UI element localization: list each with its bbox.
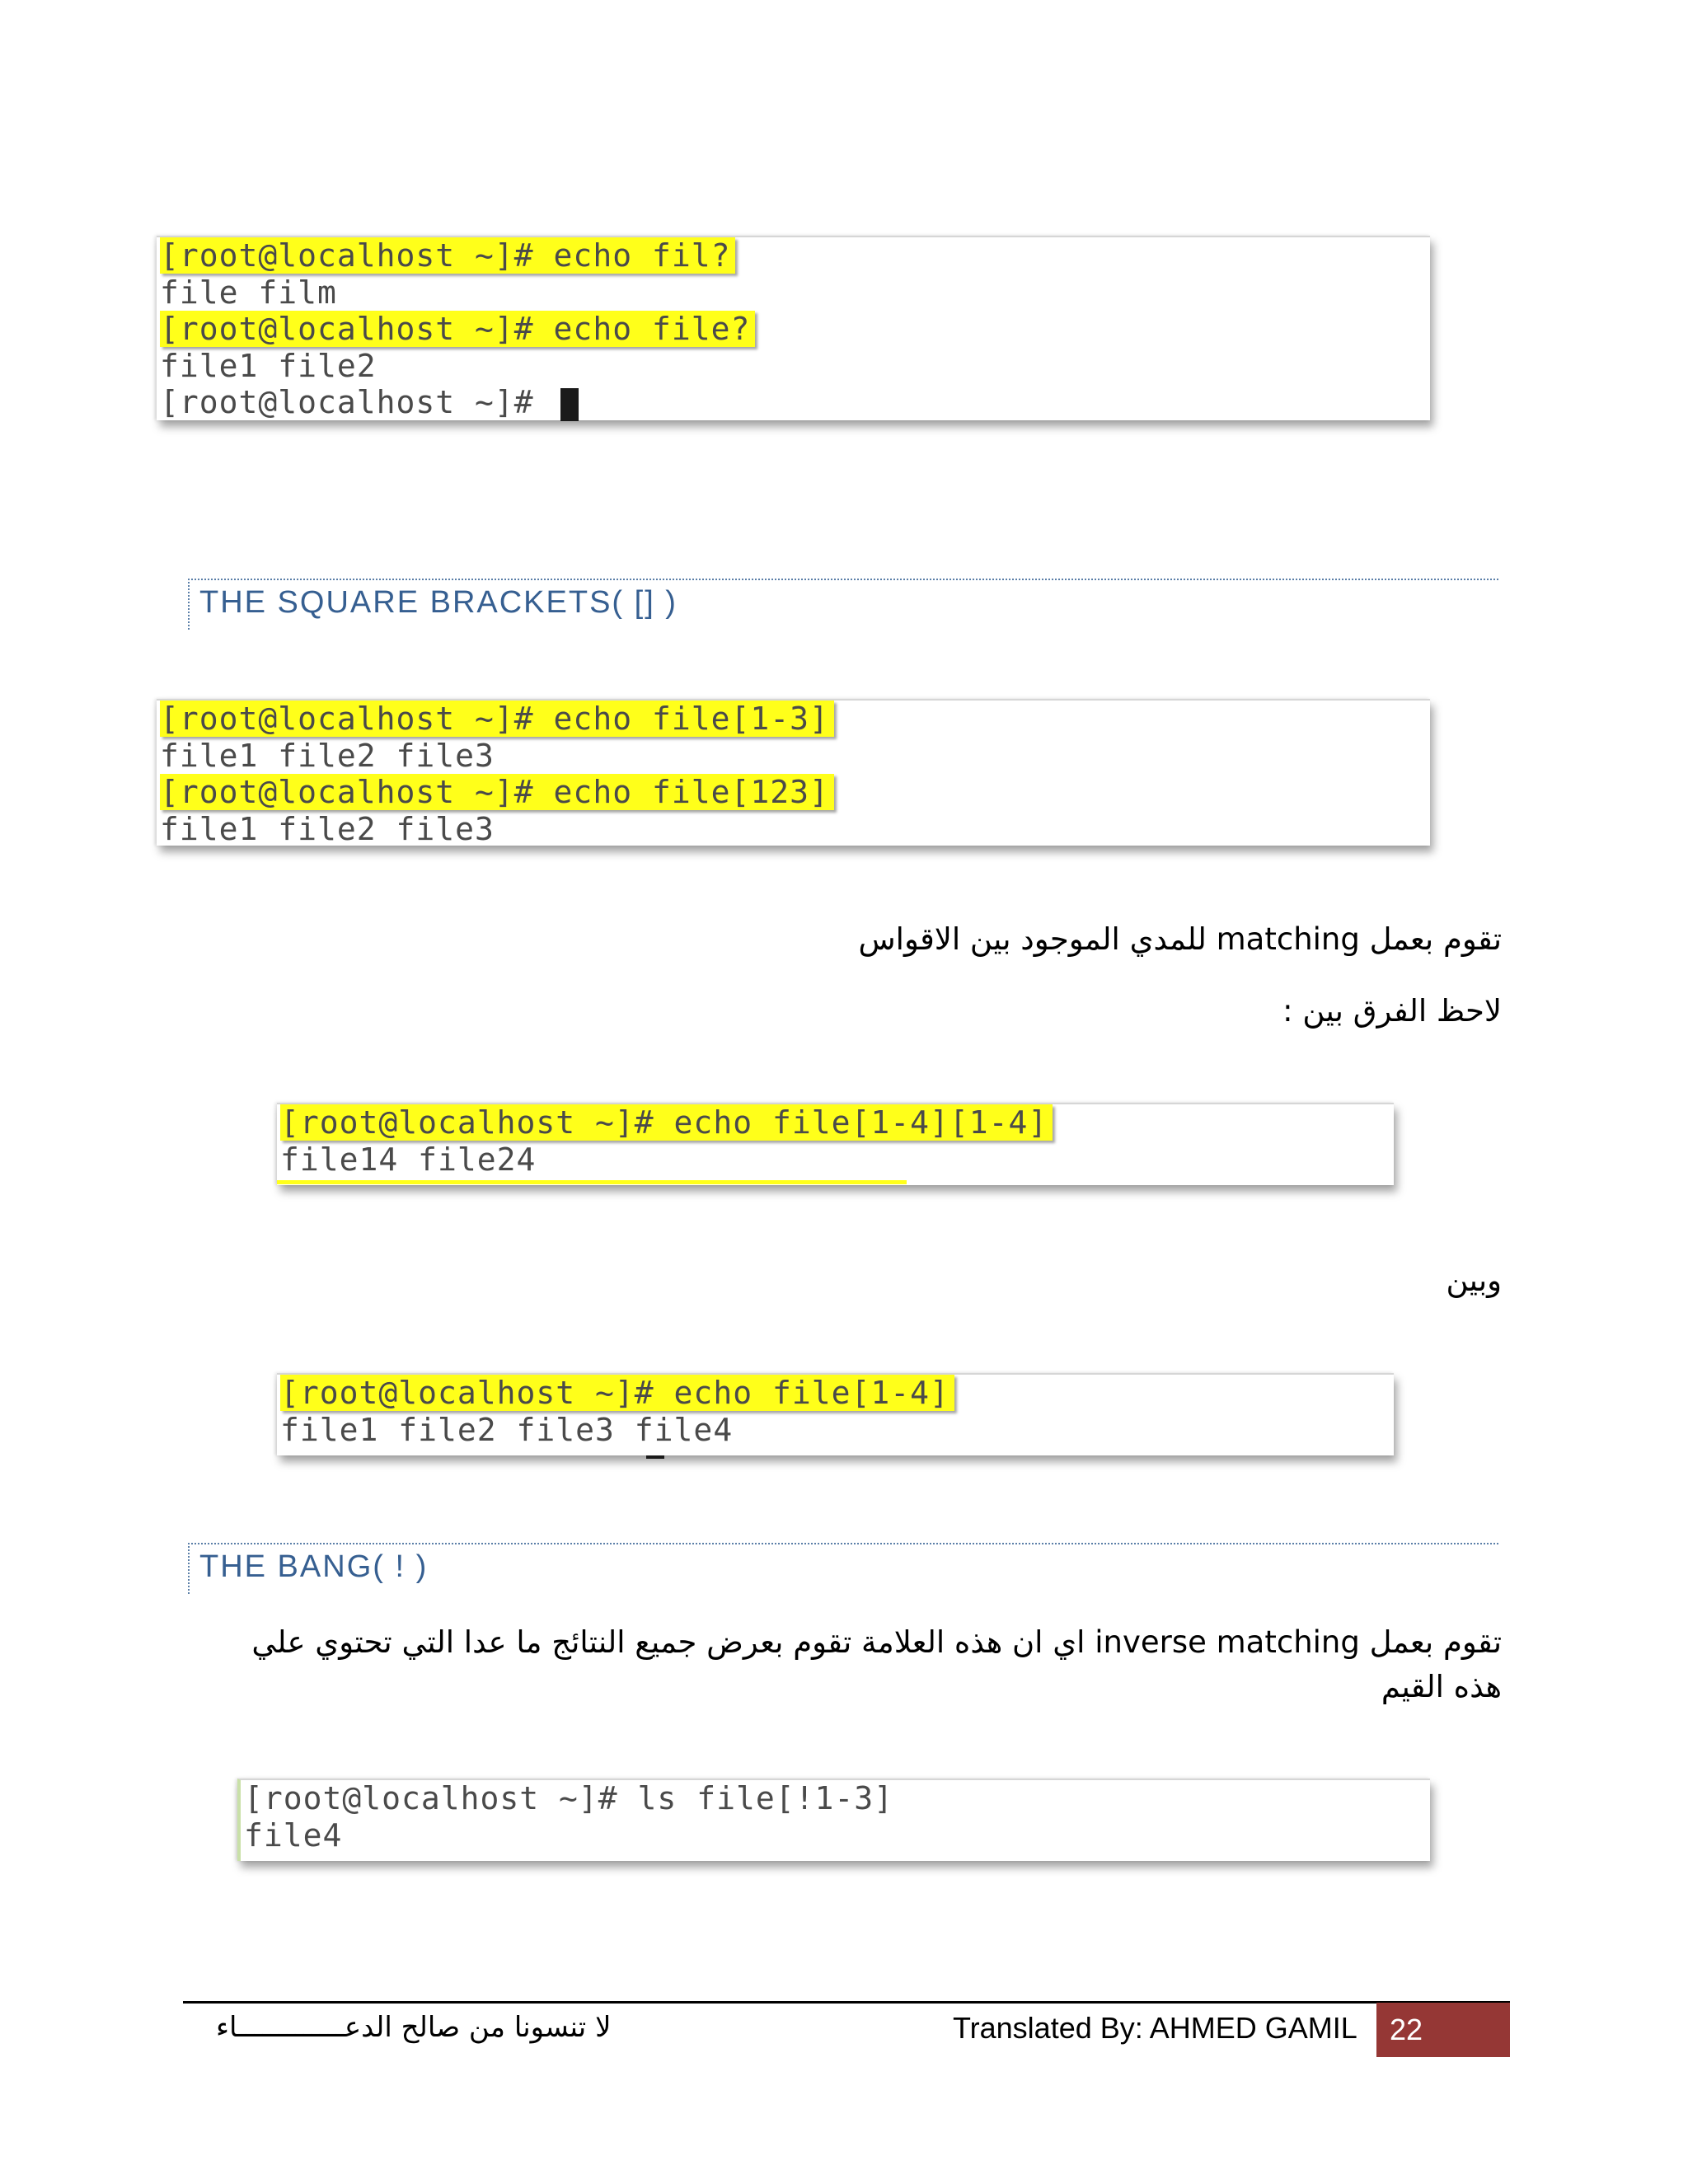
- footer-dua: لا تنسونا من صالح الدعـــــــــــــاء: [216, 2011, 612, 2044]
- terminal-line: file1 file2: [160, 347, 377, 384]
- terminal-line: [root@localhost ~]#: [160, 384, 1430, 421]
- text-cursor-underline: [646, 1455, 664, 1459]
- command-highlight: [root@localhost ~]# echo file[123]: [160, 774, 834, 810]
- terminal-line: [root@localhost ~]# ls file[!1-3]: [244, 1780, 893, 1816]
- terminal-line: file14 file24: [280, 1141, 537, 1178]
- page-number: 22: [1390, 2013, 1423, 2046]
- terminal-line: file1 file2 file3 file4: [280, 1411, 734, 1448]
- terminal-screenshot-4: [277, 1373, 1394, 1455]
- terminal-line: file4: [244, 1816, 343, 1854]
- section-heading-square-brackets: THE SQUARE BRACKETS( [] ): [188, 579, 1498, 630]
- terminal-line: [280, 1375, 1394, 1412]
- cursor-block: [560, 388, 579, 421]
- terminal-line: [160, 774, 1430, 811]
- paragraph-range-matching: تقوم بعمل matching للمدي الموجود بين الاقواس: [858, 921, 1502, 957]
- terminal-screenshot-5: [237, 1779, 1430, 1861]
- paragraph-inverse-matching: تقوم بعمل inverse matching اي ان هذه العلامة تقوم بعرض جميع النتائج ما عدا التي تحتوي علي هذه القيم: [251, 1624, 1502, 1704]
- terminal-screenshot-3: [277, 1103, 1394, 1185]
- terminal-line: file film: [160, 274, 337, 311]
- terminal-screenshot-2: [157, 699, 1430, 846]
- terminal-line: [160, 237, 1430, 274]
- section-heading-bang: THE BANG( ! ): [188, 1543, 1498, 1594]
- command-highlight: [root@localhost ~]# echo file[1-4]: [280, 1375, 954, 1411]
- footer-divider: [183, 2001, 1510, 2004]
- terminal-line: [280, 1104, 1394, 1141]
- terminal-line: [160, 701, 1430, 738]
- terminal-screenshot-1: [157, 236, 1430, 420]
- footer-credit: Translated By: AHMED GAMIL: [953, 2011, 1357, 2045]
- highlight-remnant: [277, 1180, 907, 1184]
- terminal-line: file1 file2 file3: [160, 810, 495, 847]
- command-highlight: [root@localhost ~]# echo file?: [160, 311, 755, 347]
- command-highlight: [root@localhost ~]# echo file[1-4][1-4]: [280, 1104, 1053, 1141]
- terminal-line: [160, 311, 1430, 348]
- terminal-line: file1 file2 file3: [160, 737, 495, 774]
- command-highlight: [root@localhost ~]# echo fil?: [160, 237, 735, 274]
- command-highlight: [root@localhost ~]# echo file[1-3]: [160, 701, 834, 737]
- paragraph-note-difference: لاحظ الفرق بين :: [1282, 993, 1502, 1029]
- paragraph-and-between: وبين: [1446, 1263, 1502, 1298]
- page-number-badge: [1376, 2003, 1510, 2057]
